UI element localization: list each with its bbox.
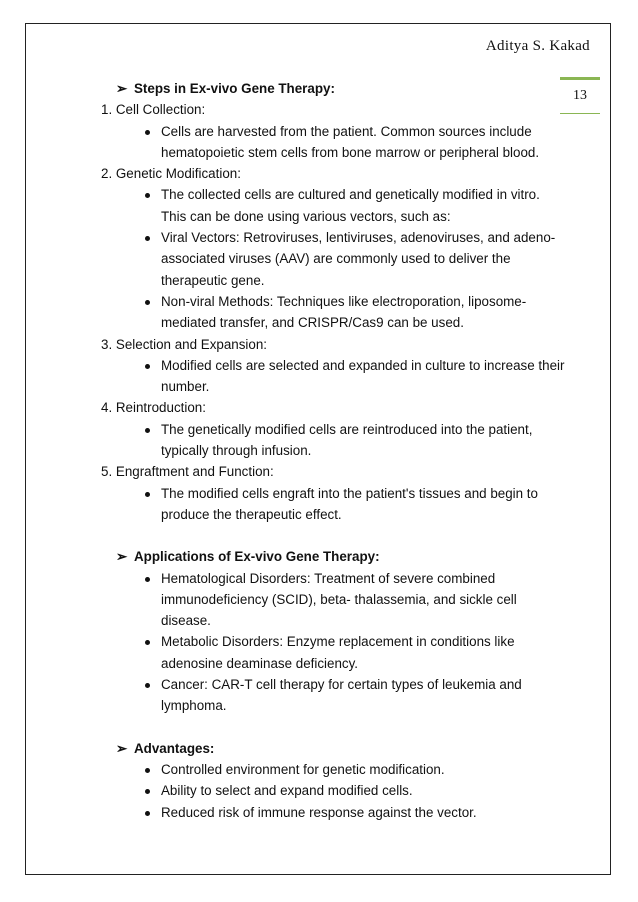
arrow-bullet-icon: ➢ bbox=[116, 740, 128, 756]
list-item-text: Ability to select and expand modified cells. bbox=[161, 783, 413, 799]
bullet-dot-icon bbox=[145, 640, 150, 645]
bullet-dot-icon bbox=[145, 577, 150, 582]
bullet-dot-icon bbox=[145, 364, 150, 369]
step-label: 1. Cell Collection: bbox=[101, 102, 206, 118]
step-label: 3. Selection and Expansion: bbox=[101, 336, 268, 352]
list-item bbox=[161, 355, 566, 398]
list-item-text: Cells are harvested from the patient. Common sources include hematopoietic stem cells from bone marrow or peripheral blood. bbox=[161, 123, 540, 160]
page-number-box bbox=[560, 77, 600, 114]
page-number-underline bbox=[560, 113, 600, 114]
applications-section-heading bbox=[116, 546, 566, 567]
bullet-dot-icon bbox=[145, 428, 150, 433]
step-label: 5. Engraftment and Function: bbox=[101, 464, 274, 480]
bullet-dot-icon bbox=[145, 683, 150, 688]
steps-section-title: Steps in Ex-vivo Gene Therapy: bbox=[134, 81, 335, 96]
list-item-text: Metabolic Disorders: Enzyme replacement in conditions like adenosine deaminase deficiency. bbox=[161, 634, 515, 671]
step-3-bullets bbox=[116, 355, 566, 398]
document-body bbox=[101, 78, 566, 823]
bullet-dot-icon bbox=[145, 768, 150, 773]
arrow-bullet-icon: ➢ bbox=[116, 549, 128, 565]
list-item bbox=[161, 227, 566, 291]
bullet-dot-icon bbox=[145, 492, 150, 497]
section-spacer bbox=[116, 525, 566, 546]
list-item bbox=[161, 121, 566, 164]
list-item bbox=[161, 802, 566, 823]
bullet-dot-icon bbox=[145, 300, 150, 305]
list-item-text: Viral Vectors: Retroviruses, lentiviruses, adenoviruses, and adeno-associated viruses (AAV) are commonly used to deliver the therapeutic gene. bbox=[161, 230, 556, 288]
list-item-text: Hematological Disorders: Treatment of severe combined immunodeficiency (SCID), beta- thalassemia, and sickle cell disease. bbox=[161, 570, 517, 629]
list-item bbox=[161, 184, 566, 227]
applications-bullets bbox=[116, 568, 566, 717]
bullet-dot-icon bbox=[145, 130, 150, 135]
applications-section-title: Applications of Ex-vivo Gene Therapy: bbox=[134, 549, 380, 565]
list-item bbox=[161, 483, 566, 526]
arrow-bullet-icon: ➢ bbox=[116, 81, 128, 96]
advantages-bullets bbox=[116, 759, 566, 823]
bullet-dot-icon bbox=[145, 236, 150, 241]
list-item-text: Controlled environment for genetic modification. bbox=[161, 761, 445, 777]
list-item bbox=[161, 674, 566, 717]
list-item-text: The collected cells are cultured and genetically modified in vitro. This can be done using various vectors, such as: bbox=[161, 187, 540, 224]
list-item-text: The genetically modified cells are reintroduced into the patient, typically through infusion. bbox=[161, 421, 533, 459]
page-number: 13 bbox=[573, 88, 587, 103]
list-item-text: Non-viral Methods: Techniques like electroporation, liposome-mediated transfer, and CRISPR/Cas9 can be used. bbox=[161, 293, 527, 331]
list-item bbox=[161, 568, 566, 632]
list-item bbox=[161, 759, 566, 780]
list-item-text: The modified cells engraft into the patient's tissues and begin to produce the therapeutic effect. bbox=[161, 485, 538, 522]
list-item bbox=[161, 419, 566, 462]
author-name: Aditya S. Kakad bbox=[485, 38, 590, 54]
list-item-text: Cancer: CAR-T cell therapy for certain types of leukemia and lymphoma. bbox=[161, 677, 522, 714]
step-1-bullets bbox=[116, 121, 566, 164]
advantages-section-title: Advantages: bbox=[134, 740, 215, 756]
list-item bbox=[161, 631, 566, 674]
list-item bbox=[161, 780, 566, 801]
advantages-section-heading bbox=[116, 738, 566, 759]
bullet-dot-icon bbox=[145, 193, 150, 198]
steps-section-heading bbox=[116, 78, 566, 99]
bullet-dot-icon bbox=[145, 789, 150, 794]
list-item bbox=[161, 291, 566, 334]
step-4-bullets bbox=[116, 419, 566, 462]
step-2-bullets bbox=[116, 184, 566, 333]
step-5-bullets bbox=[116, 483, 566, 526]
list-item-text: Reduced risk of immune response against the vector. bbox=[161, 804, 477, 820]
section-spacer bbox=[116, 717, 566, 738]
page-number-accent-bar bbox=[560, 77, 600, 80]
step-label: 4. Reintroduction: bbox=[101, 400, 206, 416]
list-item-text: Modified cells are selected and expanded in culture to increase their number. bbox=[161, 357, 565, 395]
bullet-dot-icon bbox=[145, 811, 150, 816]
step-label: 2. Genetic Modification: bbox=[101, 166, 241, 182]
